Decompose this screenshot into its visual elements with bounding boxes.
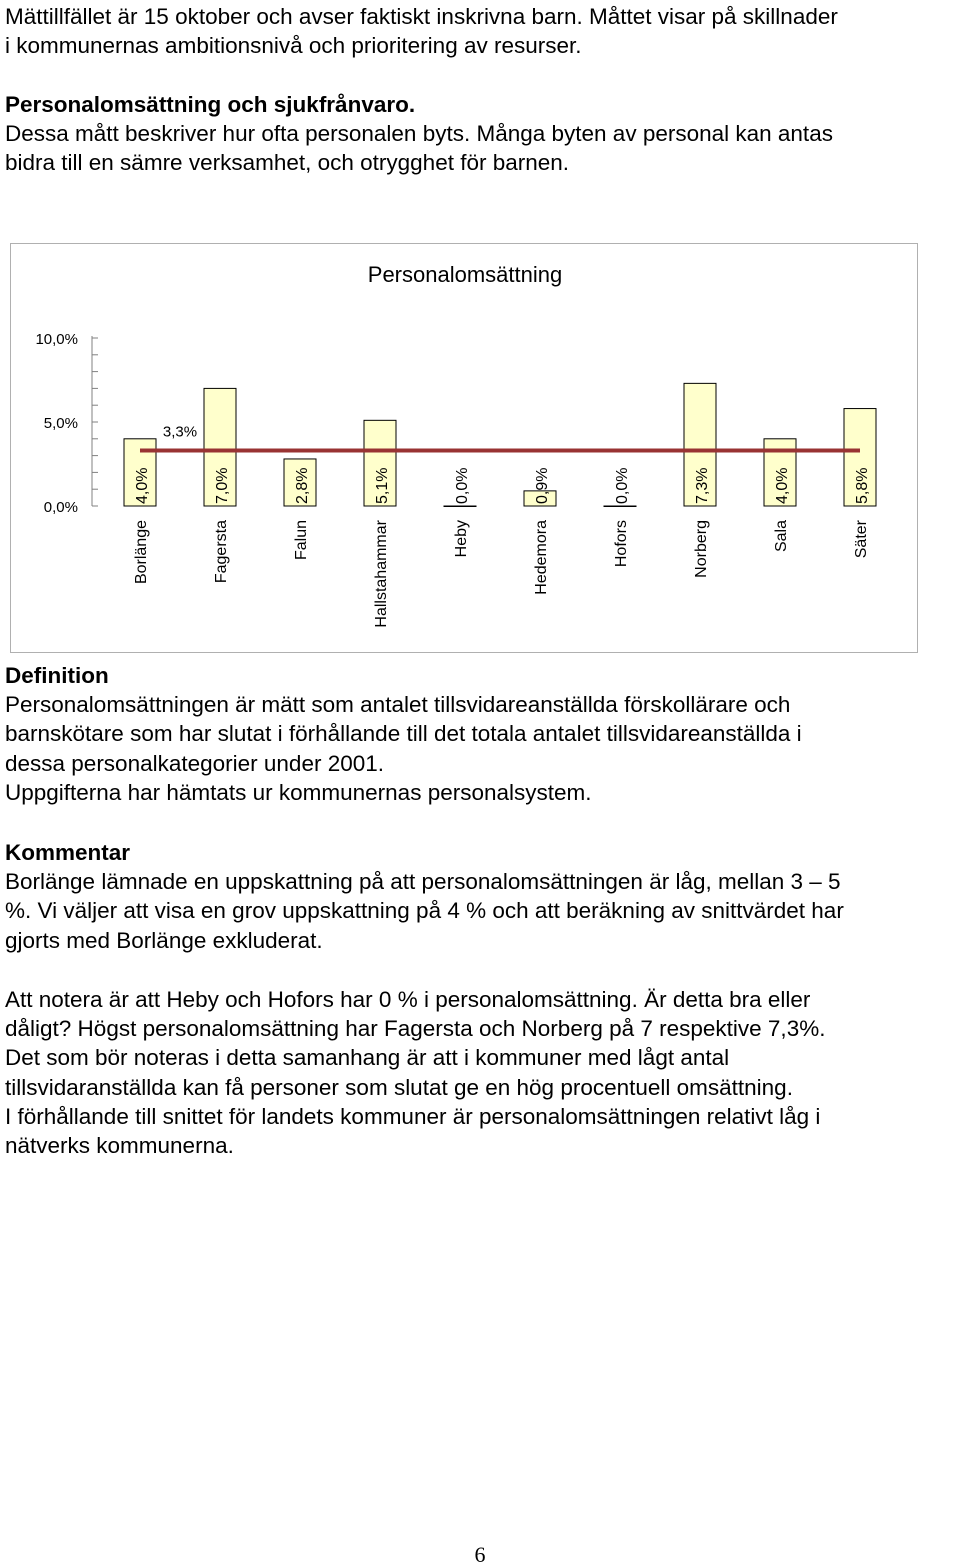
kommentar-heading: Kommentar (5, 840, 131, 865)
category-label: Borlänge (133, 520, 150, 585)
bar (444, 506, 476, 507)
category-label: Hallstahammar (373, 520, 390, 628)
bar-data-label: 4,0% (134, 467, 151, 504)
note-line-2: dåligt? Högst personalomsättning har Fagersta och Norberg på 7 respektive 7,3%. (5, 1016, 826, 1041)
y-tick-label: 10,0% (35, 331, 78, 348)
section-heading: Personalomsättning och sjukfrånvaro. (5, 92, 416, 117)
definition-heading: Definition (5, 663, 109, 688)
bar-data-label: 0,0% (454, 467, 471, 504)
category-label: Falun (293, 520, 310, 561)
section-line-1: Dessa mått beskriver hur ofta personalen byts. Många byten av personal kan antas (5, 121, 833, 146)
bar-data-label: 5,1% (374, 467, 391, 504)
definition-line-4: Uppgifterna har hämtats ur kommunernas personalsystem. (5, 780, 592, 805)
bar-data-label: 0,0% (614, 467, 631, 504)
intro-line-1: Mättillfället är 15 oktober och avser faktiskt inskrivna barn. Måttet visar på skillnader (5, 4, 838, 29)
kommentar-line-3: gjorts med Borlänge exkluderat. (5, 928, 323, 953)
category-label: Hofors (613, 520, 630, 568)
bar-data-label: 4,0% (774, 467, 791, 504)
note-line-1: Att notera är att Heby och Hofors har 0 % i personalomsättning. Är detta bra eller (5, 987, 811, 1012)
category-label: Fagersta (213, 520, 230, 584)
intro-line-2: i kommunernas ambitionsnivå och prioritering av resurser. (5, 33, 582, 58)
note-line-5: I förhållande till snittet för landets kommuner är personalomsättningen relativt låg i (5, 1104, 821, 1129)
category-label: Hedemora (533, 520, 550, 595)
bar-chart (10, 243, 918, 653)
category-label: Norberg (693, 520, 710, 578)
note-line-6: nätverks kommunerna. (5, 1133, 234, 1158)
chart-title: Personalomsättning (367, 262, 563, 287)
y-tick-label: 0,0% (43, 499, 78, 516)
y-tick-label: 5,0% (43, 415, 78, 432)
category-label: Säter (853, 520, 870, 559)
bar-data-label: 5,8% (854, 467, 871, 504)
note-line-3: Det som bör noteras i detta samanhang är att i kommuner med lågt antal (5, 1045, 730, 1070)
section-line-2: bidra till en sämre verksamhet, och otrygghet för barnen. (5, 150, 570, 175)
kommentar-line-2: %. Vi väljer att visa en grov uppskattning på 4 % och att beräkning av snittvärdet har (5, 898, 844, 923)
definition-line-3: dessa personalkategorier under 2001. (5, 751, 385, 776)
definition-line-2: barnskötare som har slutat i förhållande till det totala antalet tillsvidareanställda i (5, 721, 802, 746)
note-line-4: tillsvidaranställda kan få personer som slutat ge en hög procentuell omsättning. (5, 1075, 793, 1100)
category-label: Heby (453, 520, 470, 558)
chart-svg (10, 243, 918, 653)
bar-data-label: 7,0% (214, 467, 231, 504)
page-number: 6 (474, 1542, 486, 1567)
category-label: Sala (773, 520, 790, 553)
bar-data-label: 0,9% (534, 467, 551, 504)
bar (604, 506, 636, 507)
average-label: 3,3% (162, 423, 198, 441)
bar-data-label: 7,3% (694, 467, 711, 504)
bar-data-label: 2,8% (294, 467, 311, 504)
kommentar-line-1: Borlänge lämnade en uppskattning på att personalomsättningen är låg, mellan 3 – 5 (5, 869, 841, 894)
definition-line-1: Personalomsättningen är mätt som antalet tillsvidareanställda förskollärare och (5, 692, 791, 717)
